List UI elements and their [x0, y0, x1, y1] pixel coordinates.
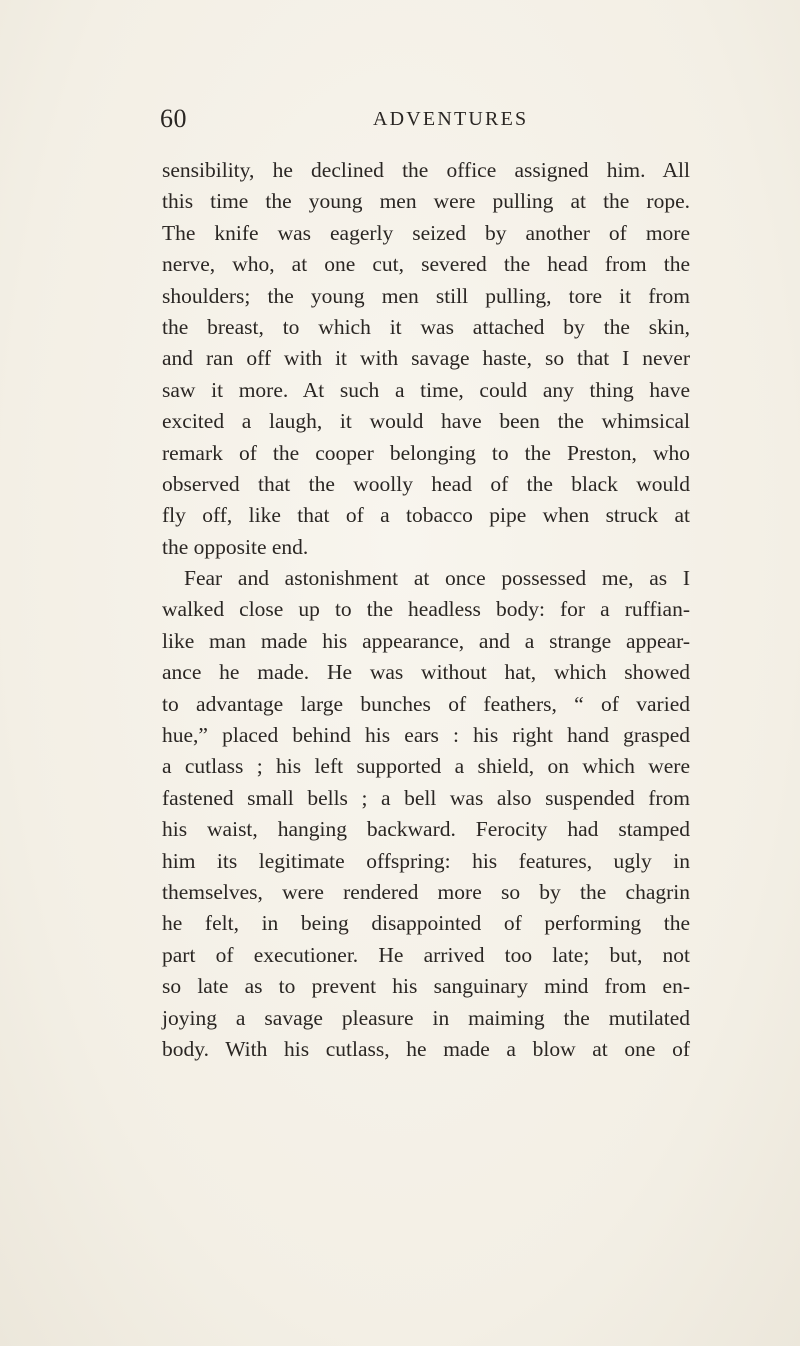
text-line: the breast, to which it was attached by the skin, — [162, 314, 690, 339]
text-line: sensibility, he declined the office assigned him. All — [162, 158, 690, 182]
text-line: The knife was eagerly seized by another of more — [162, 220, 690, 245]
text-line: walked close up to the headless body: for a ruffian- — [162, 597, 690, 622]
text-line: remark of the cooper belonging to the Preston, who — [162, 440, 690, 465]
text-line: excited a laugh, it would have been the whimsical — [162, 409, 690, 434]
text-line: the opposite end. — [162, 534, 309, 559]
text-line: hue,” placed behind his ears : his right hand grasped — [162, 723, 690, 748]
text-line: themselves, were rendered more so by the chagrin — [162, 879, 690, 904]
text-line: Fear and astonishment at once possessed me, as I — [184, 566, 690, 591]
text-line: part of executioner. He arrived too late; but, not — [162, 942, 690, 967]
page-number: 60 — [160, 104, 187, 133]
text-line: a cutlass ; his left supported a shield, on which were — [162, 754, 690, 779]
body-text — [162, 155, 690, 1065]
text-line: observed that the woolly head of the black would — [162, 471, 690, 496]
text-line: ance he made. He was without hat, which showed — [162, 660, 690, 685]
text-line: saw it more. At such a time, could any thing have — [162, 377, 690, 402]
page-header — [160, 104, 690, 136]
text-line: joying a savage pleasure in maiming the mutilated — [162, 1005, 690, 1030]
text-line: fly off, like that of a tobacco pipe when struck at — [162, 503, 690, 528]
text-line: him its legitimate offspring: his features, ugly in — [162, 848, 690, 873]
text-line: to advantage large bunches of feathers, “ of varied — [162, 691, 690, 716]
text-line: shoulders; the young men still pulling, tore it from — [162, 283, 690, 308]
text-line: he felt, in being disappointed of performing the — [162, 911, 690, 936]
text-line: nerve, who, at one cut, severed the head from the — [162, 252, 690, 277]
text-line: and ran off with it with savage haste, so that I never — [162, 346, 690, 371]
text-line: so late as to prevent his sanguinary mind from en- — [162, 974, 690, 999]
text-line: this time the young men were pulling at the rope. — [162, 189, 690, 214]
text-line: fastened small bells ; a bell was also suspended from — [162, 785, 690, 810]
text-line: body. With his cutlass, he made a blow at one of — [162, 1036, 690, 1061]
running-head: ADVENTURES — [373, 108, 529, 130]
text-line: like man made his appearance, and a strange appear- — [162, 628, 690, 653]
text-line: his waist, hanging backward. Ferocity had stamped — [162, 817, 690, 842]
